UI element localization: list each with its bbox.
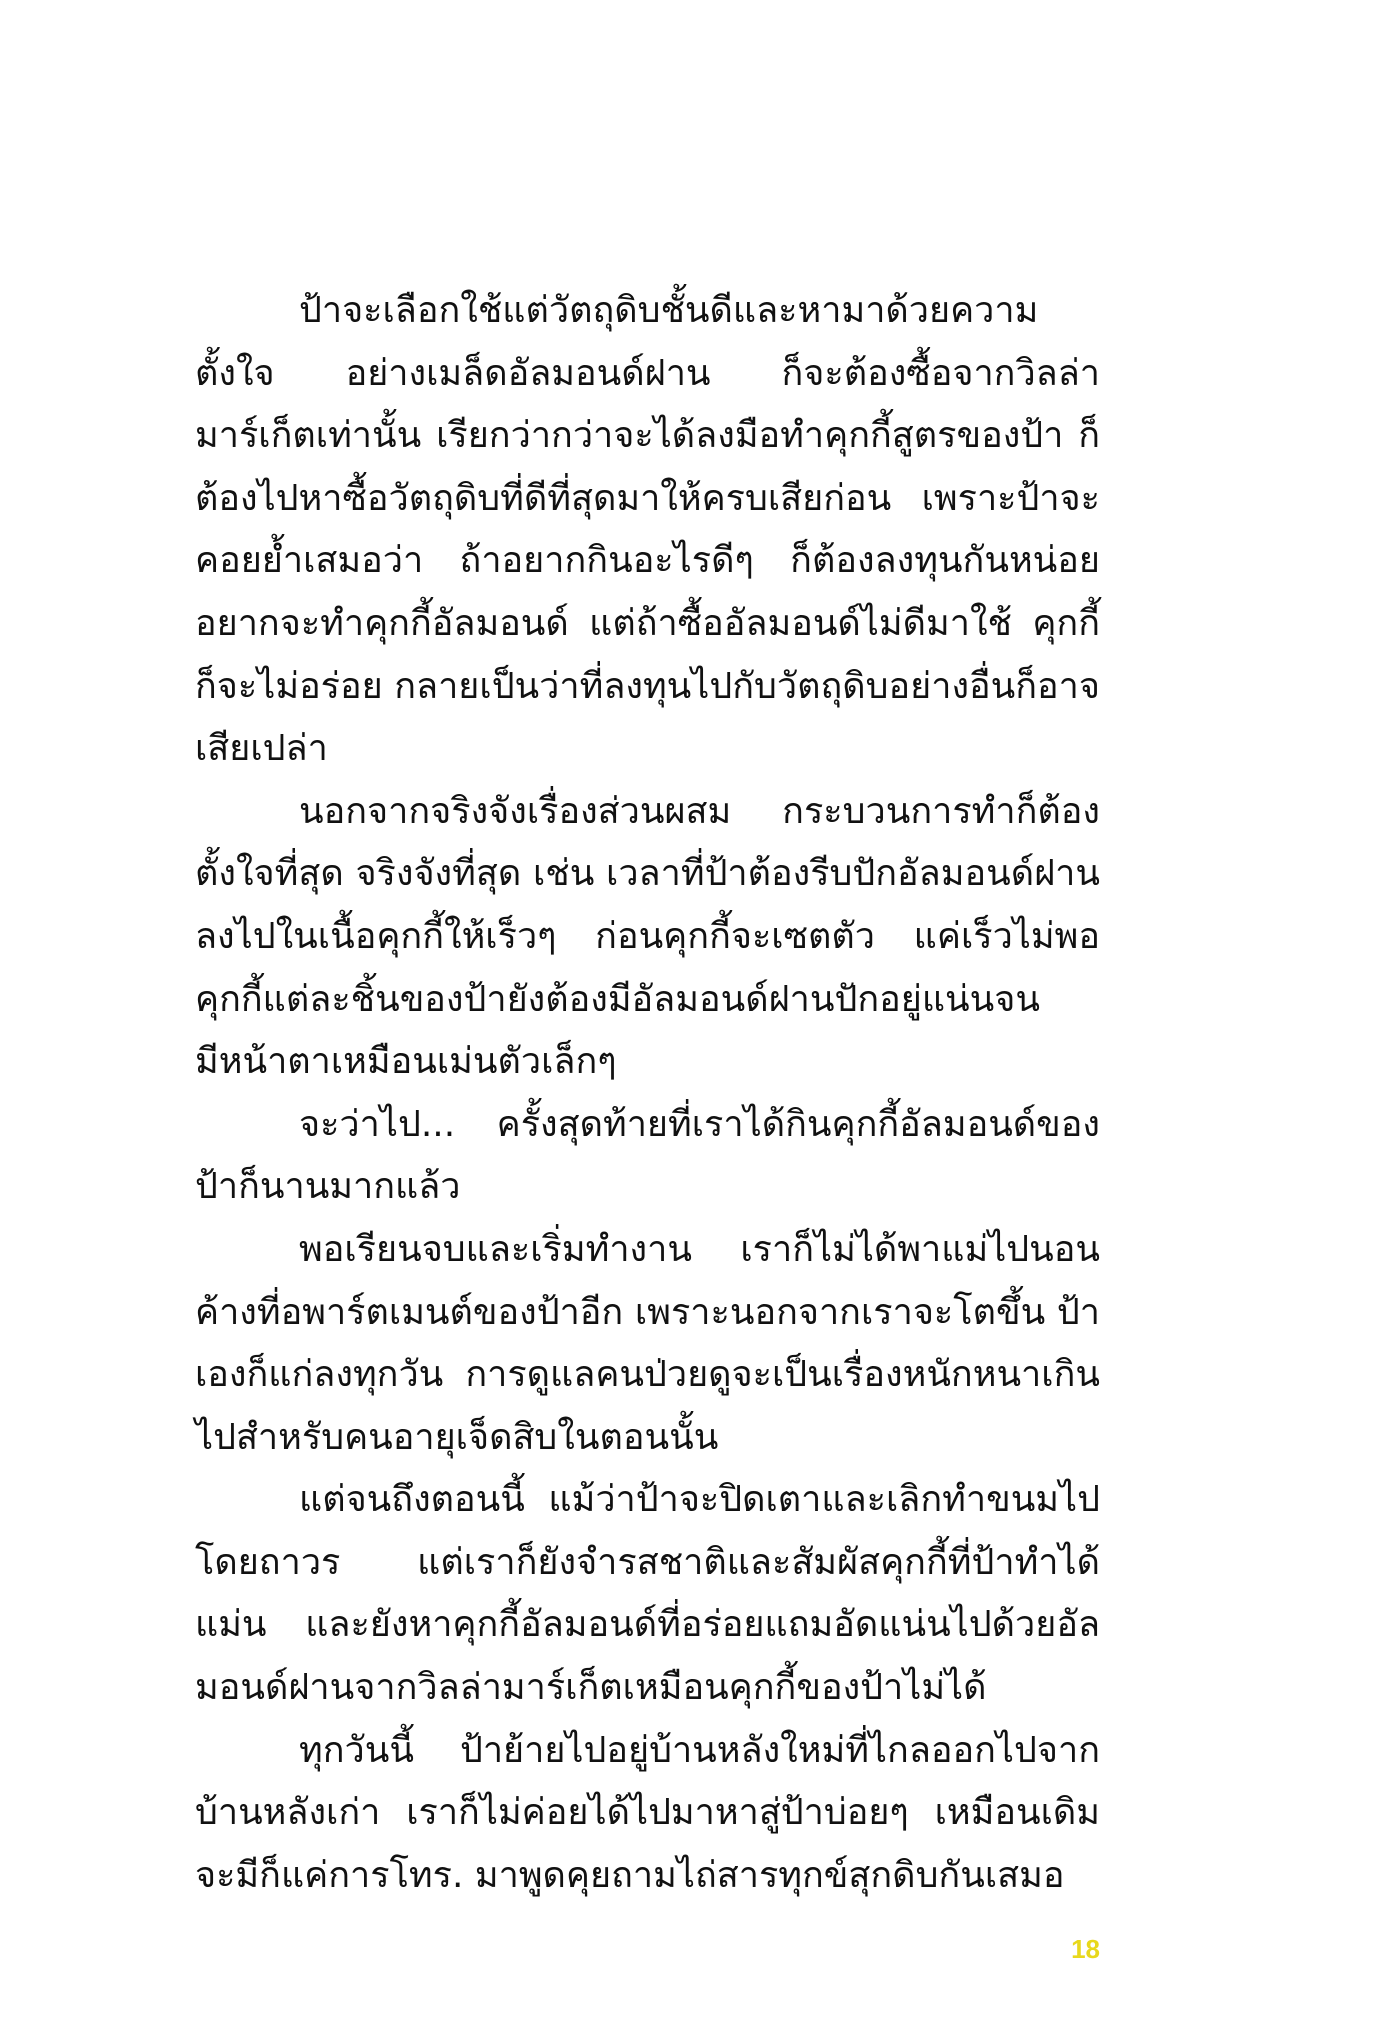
paragraph-2: นอกจากจริงจังเรื่องส่วนผสม กระบวนการทำก็ต้องตั้งใจที่สุด จริงจังที่สุด เช่น เวลาที่ป้าต้องรีบปักอัลมอนด์ฝานลงไปในเนื้อคุกกี้ให้เร็วๆ ก่อนคุกกี้จะเซตตัว แค่เร็วไม่พอ คุกกี้แต่ละชิ้นของป้ายังต้องมีอัลมอนด์ฝานปักอยู่แน่นจนมีหน้าตาเหมือนเม่นตัวเล็กๆ [195, 790, 1100, 1083]
body-text [195, 280, 1100, 1907]
paragraph-1: ป้าจะเลือกใช้แต่วัตถุดิบชั้นดีและหามาด้วยความตั้งใจ อย่างเมล็ดอัลมอนด์ฝาน ก็จะต้องซื้อจากวิลล่ามาร์เก็ตเท่านั้น เรียกว่ากว่าจะได้ลงมือทำคุกกี้สูตรของป้า ก็ต้องไปหาซื้อวัตถุดิบที่ดีที่สุดมาให้ครบเสียก่อน เพราะป้าจะคอยย้ำเสมอว่า ถ้าอยากกินอะไรดีๆ ก็ต้องลงทุนกันหน่อย อยากจะทำคุกกี้อัลมอนด์ แต่ถ้าซื้ออัลมอนด์ไม่ดีมาใช้ คุกกี้ก็จะไม่อร่อย กลายเป็นว่าที่ลงทุนไปกับวัตถุดิบอย่างอื่นก็อาจเสียเปล่า [195, 290, 1100, 770]
page-number: 18 [1071, 1934, 1100, 1964]
paragraph-3: จะว่าไป... ครั้งสุดท้ายที่เราได้กินคุกกี้อัลมอนด์ของป้าก็นานมากแล้ว [195, 1103, 1100, 1208]
paragraph-4: พอเรียนจบและเริ่มทำงาน เราก็ไม่ได้พาแม่ไปนอนค้างที่อพาร์ตเมนต์ของป้าอีก เพราะนอกจากเราจะโตขึ้น ป้าเองก็แก่ลงทุกวัน การดูแลคนป่วยดูจะเป็นเรื่องหนักหนาเกินไปสำหรับคนอายุเจ็ดสิบในตอนนั้น [195, 1228, 1100, 1458]
paragraph-6: ทุกวันนี้ ป้าย้ายไปอยู่บ้านหลังใหม่ที่ไกลออกไปจากบ้านหลังเก่า เราก็ไม่ค่อยได้ไปมาหาสู่ป้าบ่อยๆ เหมือนเดิม จะมีก็แค่การโทร. มาพูดคุยถามไถ่สารทุกข์สุกดิบกันเสมอ [195, 1729, 1100, 1896]
paragraph-5: แต่จนถึงตอนนี้ แม้ว่าป้าจะปิดเตาและเลิกทำขนมไปโดยถาวร แต่เราก็ยังจำรสชาติและสัมผัสคุกกี้ที่ป้าทำได้แม่น และยังหาคุกกี้อัลมอนด์ที่อร่อยแถมอัดแน่นไปด้วยอัลมอนด์ฝานจากวิลล่ามาร์เก็ตเหมือนคุกกี้ของป้าไม่ได้ [195, 1479, 1100, 1709]
